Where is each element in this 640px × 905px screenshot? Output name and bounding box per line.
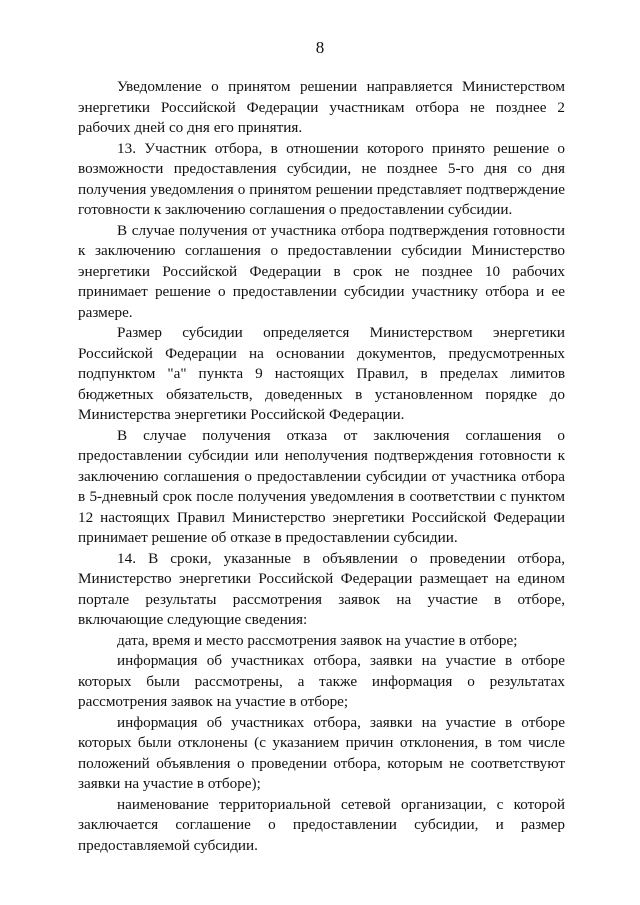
paragraph-item-13: 13. Участник отбора, в отношении которого принято решение о возможности предоставления субсидии, не позднее 5-го дня со дня получения уведомления о принятом решении представляет подтверждение готовности к заключению соглашения о предоставлении субсидии. <box>78 139 565 218</box>
paragraph-subsidy-amount: Размер субсидии определяется Министерством энергетики Российской Федерации на основании документов, предусмотренных подпунктом "а" пункта 9 настоящих Правил, в пределах лимитов бюджетных обязательств, доведенных в установленном порядке до Министерства энергетики Российской Федерации. <box>78 324 565 423</box>
page-number: 8 <box>315 38 325 57</box>
paragraph-notification: Уведомление о принятом решении направляется Министерством энергетики Российской Федерации участникам отбора не позднее 2 рабочих дней со дня его принятия. <box>78 78 565 136</box>
document-body <box>78 77 565 856</box>
paragraph-readiness-confirmation: В случае получения от участника отбора подтверждения готовности к заключению соглашения о предоставлении субсидии Министерство энергетики Российской Федерации в срок не позднее 10 рабочих принимает решение о предоставлении субсидии участнику отбора и ее размере. <box>78 221 565 321</box>
list-item-rejected-participants: информация об участниках отбора, заявки на участие в отборе которых были отклонены (с указанием причин отклонения, в том числе положений объявления о проведении отбора, которым не соответствуют заявки на участие в отборе); <box>78 713 565 792</box>
list-item-reviewed-participants: информация об участниках отбора, заявки на участие в отборе которых были рассмотрены, а также информация о результатах рассмотрения заявок на участие в отборе; <box>78 652 565 710</box>
list-item-date-time-place: дата, время и место рассмотрения заявок на участие в отборе; <box>117 631 518 649</box>
paragraph-item-14: 14. В сроки, указанные в объявлении о проведении отбора, Министерство энергетики Российской Федерации размещает на едином портале результаты рассмотрения заявок на участие в отборе, включающие следующие сведения: <box>78 549 565 628</box>
list-item-network-organization: наименование территориальной сетевой организации, с которой заключается соглашение о предоставлении субсидии, и размер предоставляемой субсидии. <box>78 795 565 854</box>
paragraph-refusal: В случае получения отказа от заключения соглашения о предоставлении субсидии или неполучения подтверждения готовности к заключению соглашения о предоставлении субсидии от участника отбора в 5-дневный срок после получения уведомления в соответствии с пунктом 12 настоящих Правил Министерство энергетики Российской Федерации принимает решение об отказе в предоставлении субсидии. <box>78 426 565 546</box>
